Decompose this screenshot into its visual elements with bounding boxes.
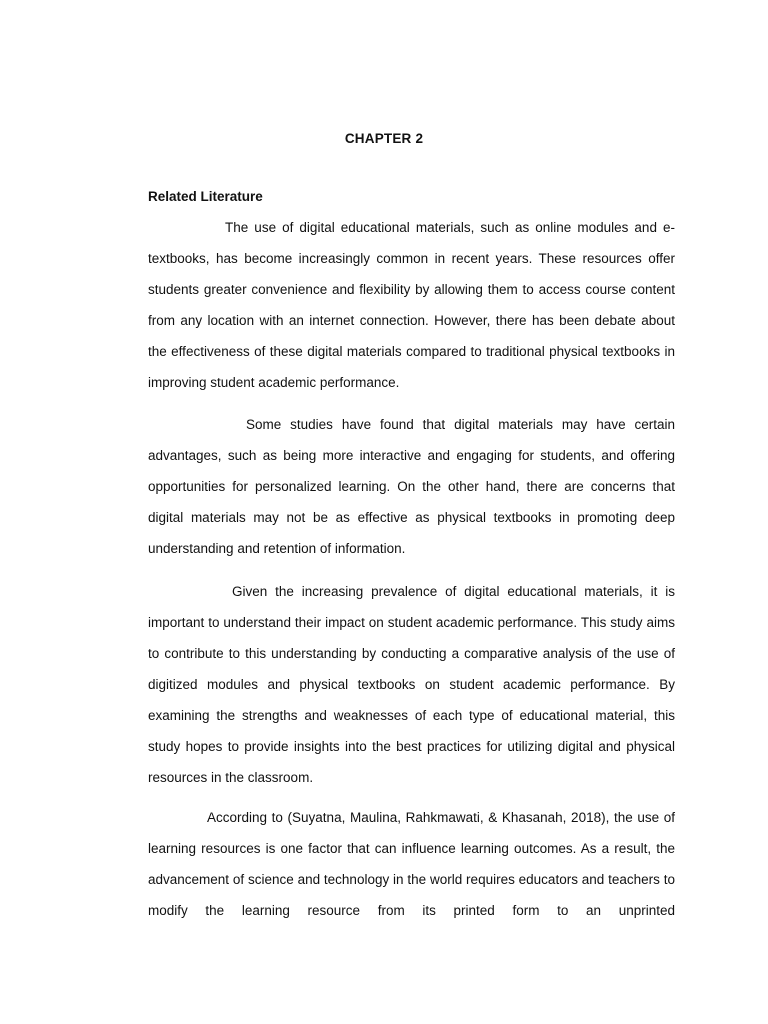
paragraph-1: The use of digital educational materials, such as online modules and e-textbooks, has become increasingly common in recent years. These resources offer students greater convenience and flexibility by allowing them to access course content from any location with an internet connection. However, there has been debate about the effectiveness of these digital materials compared to traditional physical textbooks in improving student academic performance. <box>148 220 675 390</box>
paragraph-3: Given the increasing prevalence of digital educational materials, it is important to understand their impact on student academic performance. This study aims to contribute to this understanding by conducting a comparative analysis of the use of digitized modules and physical textbooks on student academic performance. By examining the strengths and weaknesses of each type of educational material, this study hopes to provide insights into the best practices for utilizing digital and physical resources in the classroom. <box>148 584 675 785</box>
paragraph-2: Some studies have found that digital materials may have certain advantages, such as being more interactive and engaging for students, and offering opportunities for personalized learning. On the other hand, there are concerns that digital materials may not be as effective as physical textbooks in promoting deep understanding and retention of information. <box>148 417 675 556</box>
paragraph-4: According to (Suyatna, Maulina, Rahkmawati, & Khasanah, 2018), the use of learning resources is one factor that can influence learning outcomes. As a result, the advancement of science and technology in the world requires educators and teachers to modify the learning resource from its printed form to an unprinted <box>148 810 675 918</box>
section-heading: Related Literature <box>148 189 263 204</box>
chapter-title: CHAPTER 2 <box>344 131 424 146</box>
